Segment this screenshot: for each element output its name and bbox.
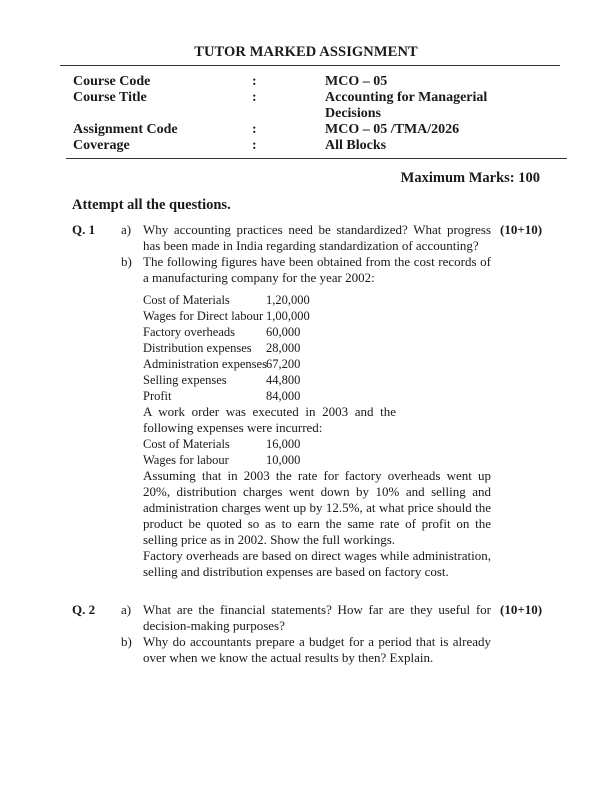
instructions: Attempt all the questions. xyxy=(72,197,231,213)
coverage-value: All Blocks xyxy=(325,138,387,153)
question-number: Q. 1 xyxy=(72,222,96,237)
figure-label: Wages for Direct labour xyxy=(143,309,264,323)
figure-value: 1,20,000 xyxy=(266,293,310,307)
part-text: Why do accountants prepare a budget for a period that is already over when we know the actual results by then? Explain. xyxy=(143,634,491,665)
figure-value: 28,000 xyxy=(266,341,301,355)
figure-label: Cost of Materials xyxy=(143,293,230,307)
course-code-row xyxy=(0,74,612,90)
part-text: Why accounting practices need be standardized? What progress has been made in India regarding standardization of accounting? xyxy=(143,222,491,253)
bottom-rule xyxy=(66,158,567,159)
top-rule xyxy=(60,65,560,66)
figure-value: 60,000 xyxy=(266,325,301,339)
figure-value: 67,200 xyxy=(266,357,301,371)
part-letter: a) xyxy=(121,222,132,237)
question-marks: (10+10) xyxy=(500,602,543,617)
figure-value: 16,000 xyxy=(266,437,301,451)
meta-colon: : xyxy=(252,90,257,105)
course-title-continued-row xyxy=(0,106,612,122)
part-letter: b) xyxy=(121,254,132,269)
assignment-code-row xyxy=(0,122,612,138)
document-title: TUTOR MARKED ASSIGNMENT xyxy=(194,44,418,60)
figure-value: 10,000 xyxy=(266,453,301,467)
assumption-text: Assuming that in 2003 the rate for factory overheads went up 20%, distribution charges went down by 10% and selling and administration charges went up by 12.5%, at what price should the product be quoted so as to earn the same rate of profit on the selling price as in 2002. Show the full workings. xyxy=(143,468,491,547)
meta-colon: : xyxy=(252,138,257,153)
meta-label: Assignment Code xyxy=(73,122,178,137)
meta-label: Course Code xyxy=(73,74,151,89)
course-title-value: Accounting for Managerial xyxy=(325,90,488,105)
figure-label: Cost of Materials xyxy=(143,437,230,451)
course-title-row xyxy=(0,90,612,106)
figure-label: Factory overheads xyxy=(143,325,235,339)
course-title-value-continued: Decisions xyxy=(325,106,381,121)
meta-colon: : xyxy=(252,122,257,137)
work-order-line-1: A work order was executed in 2003 and the xyxy=(143,404,396,419)
meta-colon: : xyxy=(252,74,257,89)
coverage-row xyxy=(0,138,612,154)
figure-value: 84,000 xyxy=(266,389,301,403)
part-letter: b) xyxy=(121,634,132,649)
part-text: What are the financial statements? How far are they useful for decision-making purposes? xyxy=(143,602,491,633)
figure-label: Selling expenses xyxy=(143,373,227,387)
question-number: Q. 2 xyxy=(72,602,96,617)
figure-value: 44,800 xyxy=(266,373,301,387)
figure-label: Wages for labour xyxy=(143,453,229,467)
figure-value: 1,00,000 xyxy=(266,309,310,323)
maximum-marks: Maximum Marks: 100 xyxy=(400,170,540,186)
part-intro: The following figures have been obtained from the cost records of a manufacturing company for the year 2002: xyxy=(143,254,491,285)
figure-label: Administration expenses xyxy=(143,357,267,371)
question-marks: (10+10) xyxy=(500,222,543,237)
meta-label: Course Title xyxy=(73,90,147,105)
figure-label: Profit xyxy=(143,389,172,403)
meta-label: Coverage xyxy=(73,138,130,153)
course-code-value: MCO – 05 xyxy=(325,74,388,89)
note-text: Factory overheads are based on direct wages while administration, selling and distribution expenses are based on factory cost. xyxy=(143,548,491,579)
part-letter: a) xyxy=(121,602,132,617)
work-order-line-2: following expenses were incurred: xyxy=(143,420,323,435)
assignment-code-value: MCO – 05 /TMA/2026 xyxy=(325,122,460,137)
figure-label: Distribution expenses xyxy=(143,341,252,355)
